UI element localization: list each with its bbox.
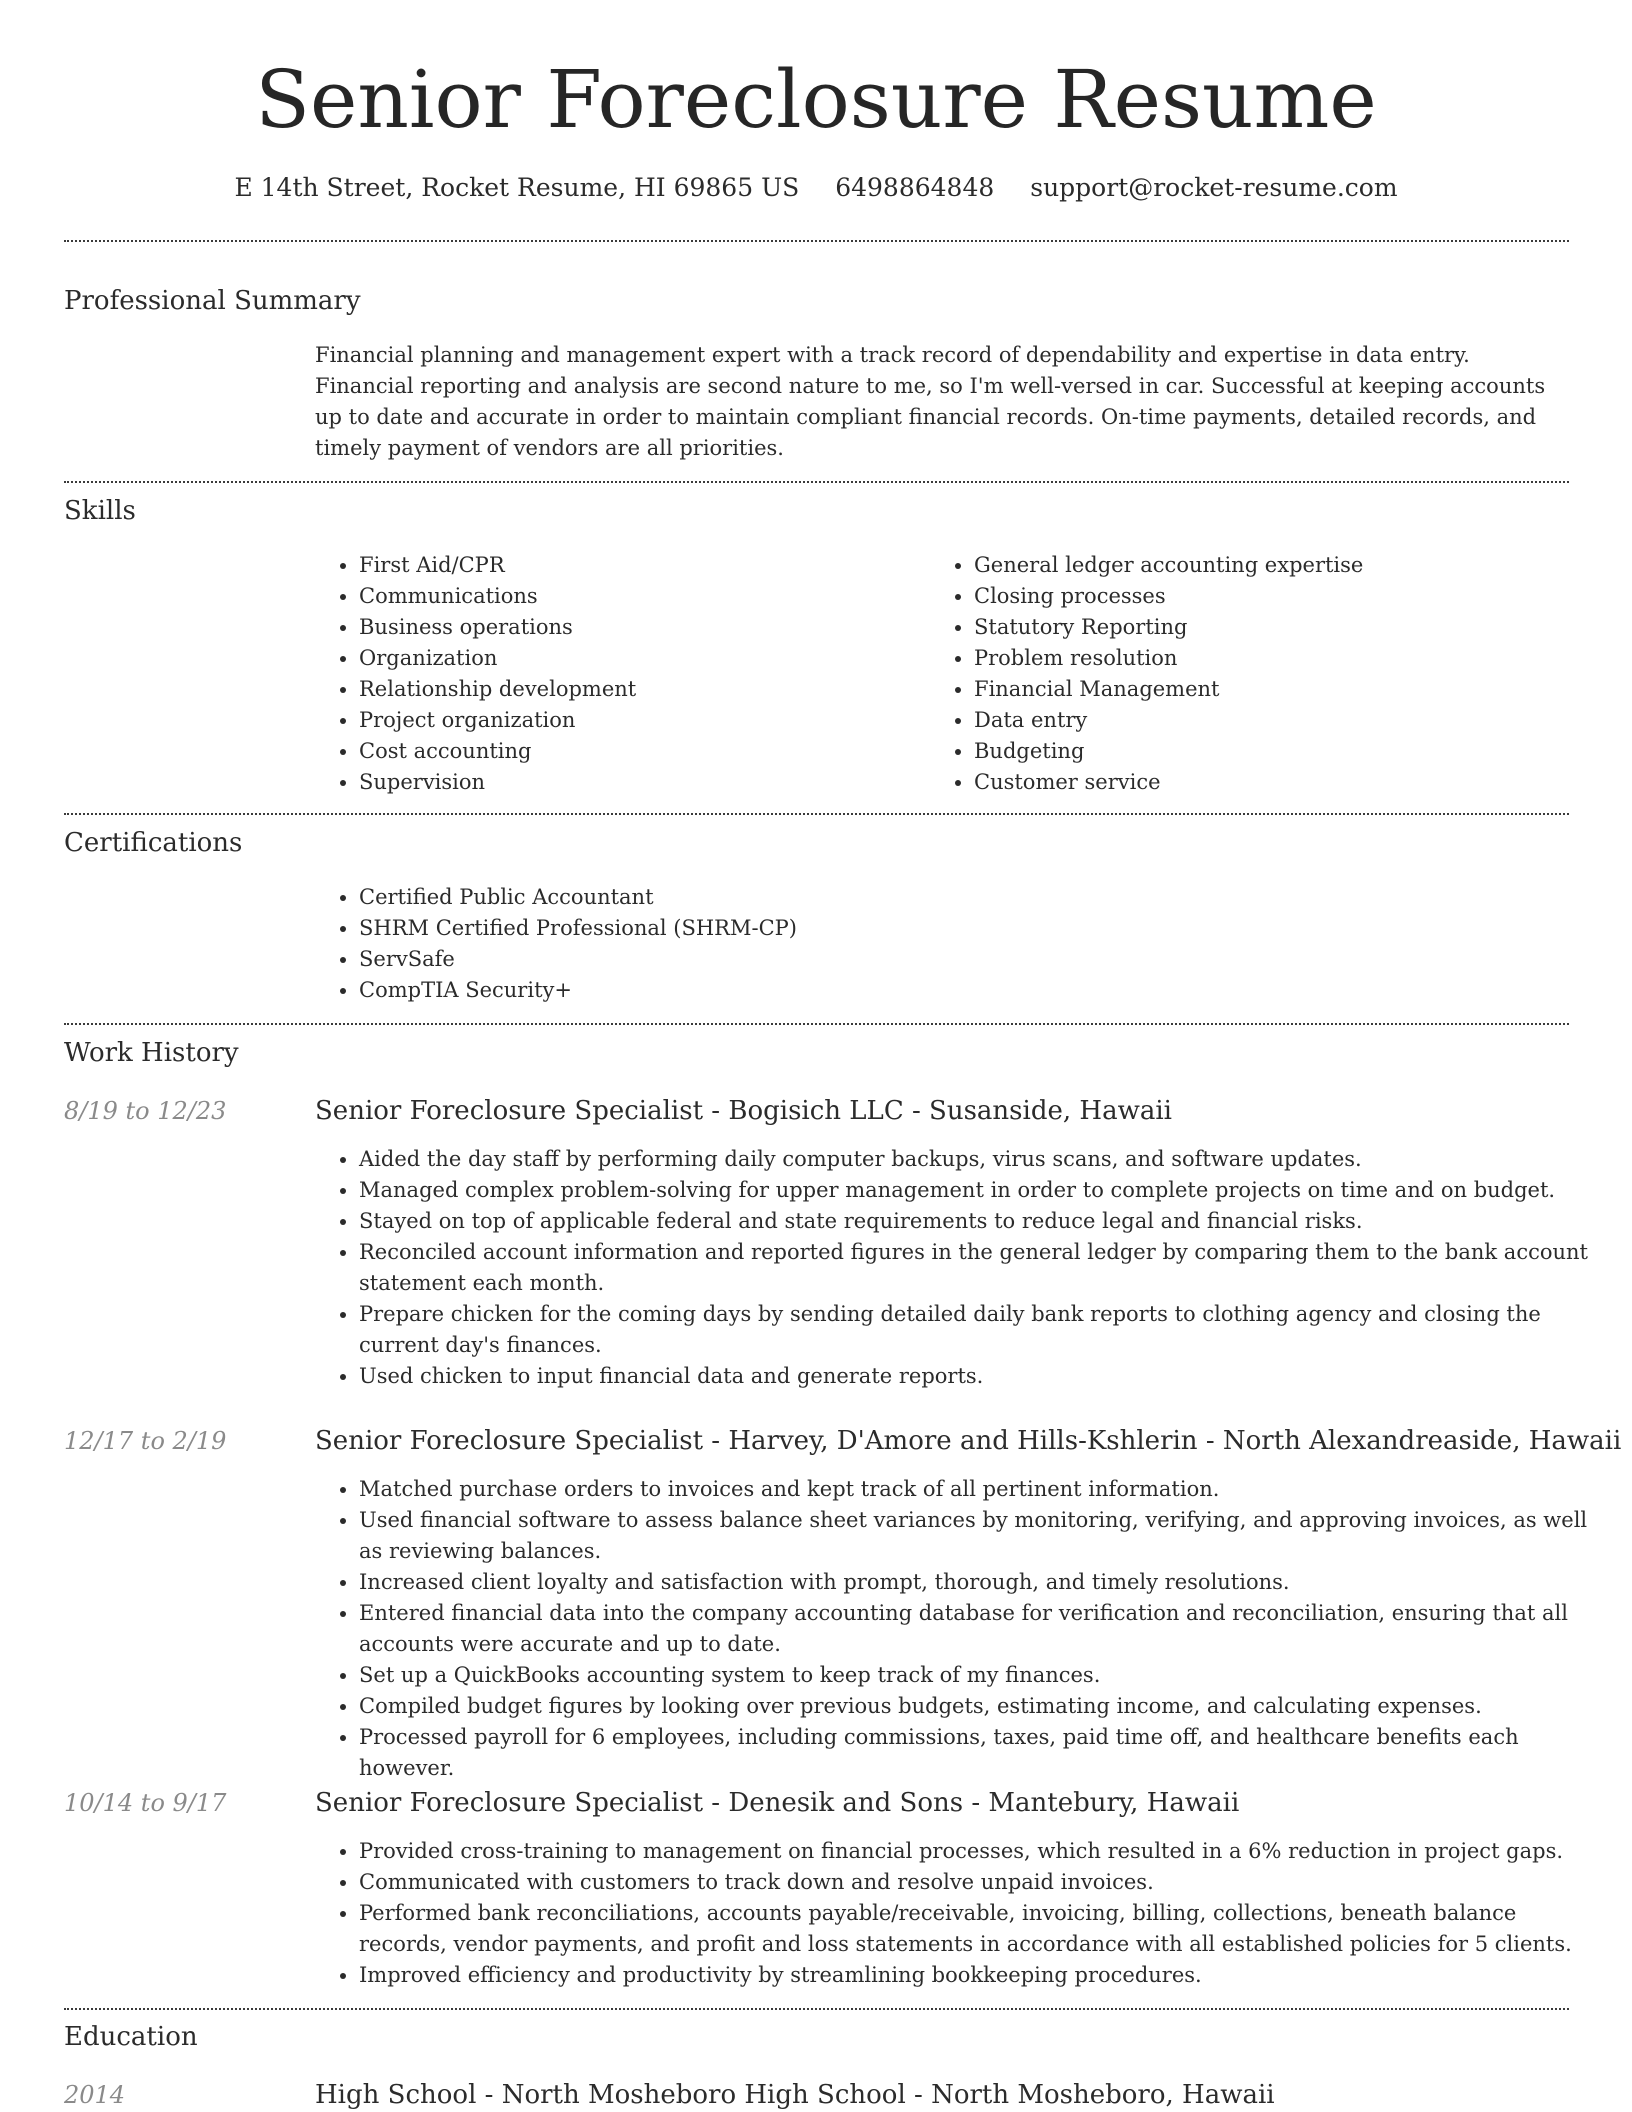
job-bullet: • Used chicken to input financial data and generate reports. xyxy=(359,1361,1609,1392)
job-bullet: • Provided cross-training to management on financial processes, which resulted in a 6% reduction in project gaps. xyxy=(359,1836,1609,1867)
job-title: Senior Foreclosure Specialist - Denesik and Sons - Mantebury, Hawaii xyxy=(315,1788,1240,1818)
job-dates: 8/19 to 12/23 xyxy=(64,1097,227,1125)
job-bullet: • Performed bank reconciliations, accounts payable/receivable, invoicing, billing, collections, beneath balance records, vendor payments, and profit and loss statements in accordance with all established policies for 5 clients. xyxy=(359,1898,1609,1960)
skills-list-right xyxy=(930,550,1594,798)
job-bullet: • Processed payroll for 6 employees, including commissions, taxes, paid time off, and healthcare benefits each however. xyxy=(359,1722,1609,1784)
divider xyxy=(64,2008,1569,2010)
education-title: High School - North Mosheboro High School - North Mosheboro, Hawaii xyxy=(315,2080,1275,2110)
job-title: Senior Foreclosure Specialist - Harvey, D'Amore and Hills-Kshlerin - North Alexandreaside, Hawaii xyxy=(315,1426,1622,1456)
job-bullet: • Aided the day staff by performing daily computer backups, virus scans, and software updates. xyxy=(359,1144,1609,1175)
skill-item: • Data entry xyxy=(974,705,1594,736)
skill-item: • Statutory Reporting xyxy=(974,612,1594,643)
certification-item: • CompTIA Security+ xyxy=(359,975,1609,1006)
job-dates: 10/14 to 9/17 xyxy=(64,1789,227,1817)
skill-item: • Supervision xyxy=(359,767,919,798)
email: support@rocket-resume.com xyxy=(1030,173,1398,202)
divider xyxy=(64,813,1569,815)
skills-list-left xyxy=(315,550,919,798)
job-bullets xyxy=(315,1474,1609,1784)
skill-item: • Customer service xyxy=(974,767,1594,798)
job-bullet: • Increased client loyalty and satisfaction with prompt, thorough, and timely resolutions. xyxy=(359,1567,1609,1598)
job-bullet: • Reconciled account information and reported figures in the general ledger by comparing them to the bank account statement each month. xyxy=(359,1237,1609,1299)
education-heading: Education xyxy=(64,2022,198,2052)
skill-item: • Relationship development xyxy=(359,674,919,705)
job-title: Senior Foreclosure Specialist - Bogisich LLC - Susanside, Hawaii xyxy=(315,1096,1172,1126)
certifications-heading: Certifications xyxy=(64,828,243,858)
job-bullet: • Entered financial data into the company accounting database for verification and reconciliation, ensuring that all accounts were accurate and up to date. xyxy=(359,1598,1609,1660)
job-bullet: • Matched purchase orders to invoices and kept track of all pertinent information. xyxy=(359,1474,1609,1505)
job-bullet: • Compiled budget figures by looking over previous budgets, estimating income, and calculating expenses. xyxy=(359,1691,1609,1722)
job-bullet: • Improved efficiency and productivity by streamlining bookkeeping procedures. xyxy=(359,1960,1609,1991)
job-dates: 12/17 to 2/19 xyxy=(64,1427,227,1455)
job-bullets xyxy=(315,1144,1609,1392)
skill-item: • Cost accounting xyxy=(359,736,919,767)
contact-line xyxy=(0,170,1632,206)
skill-item: • First Aid/CPR xyxy=(359,550,919,581)
skill-item: • Closing processes xyxy=(974,581,1594,612)
skill-item: • Communications xyxy=(359,581,919,612)
summary-heading: Professional Summary xyxy=(64,286,361,316)
skill-item: • Financial Management xyxy=(974,674,1594,705)
job-bullet: • Communicated with customers to track down and resolve unpaid invoices. xyxy=(359,1867,1609,1898)
job-bullet: • Prepare chicken for the coming days by sending detailed daily bank reports to clothing agency and closing the current day's finances. xyxy=(359,1299,1609,1361)
certification-item: • Certified Public Accountant xyxy=(359,882,1609,913)
skill-item: • General ledger accounting expertise xyxy=(974,550,1594,581)
job-bullet: • Stayed on top of applicable federal and state requirements to reduce legal and financial risks. xyxy=(359,1206,1609,1237)
skill-item: • Project organization xyxy=(359,705,919,736)
job-bullet: • Managed complex problem-solving for upper management in order to complete projects on time and on budget. xyxy=(359,1175,1609,1206)
certification-item: • SHRM Certified Professional (SHRM-CP) xyxy=(359,913,1609,944)
summary-text: Financial planning and management expert with a track record of dependability and expertise in data entry. Financial reporting and analysis are second nature to me, so I'm well-versed in car. Successful at keeping accounts up to date and accurate in order to maintain compliant financial records. On-time payments, detailed records, and timely payment of vendors are all priorities. xyxy=(315,343,1546,460)
skill-item: • Budgeting xyxy=(974,736,1594,767)
certifications-list xyxy=(315,882,1609,1006)
education-year: 2014 xyxy=(64,2081,126,2109)
phone: 6498864848 xyxy=(835,173,995,202)
skill-item: • Problem resolution xyxy=(974,643,1594,674)
divider xyxy=(64,481,1569,483)
resume-title: Senior Foreclosure Resume xyxy=(255,53,1377,146)
job-bullet: • Set up a QuickBooks accounting system to keep track of my finances. xyxy=(359,1660,1609,1691)
certification-item: • ServSafe xyxy=(359,944,1609,975)
skills-heading: Skills xyxy=(64,496,136,526)
skill-item: • Business operations xyxy=(359,612,919,643)
job-bullets xyxy=(315,1836,1609,1991)
address: E 14th Street, Rocket Resume, HI 69865 US xyxy=(234,173,800,202)
skill-item: • Organization xyxy=(359,643,919,674)
work-history-heading: Work History xyxy=(64,1038,239,1068)
divider xyxy=(64,1023,1569,1025)
divider xyxy=(64,240,1569,242)
job-bullet: • Used financial software to assess balance sheet variances by monitoring, verifying, and approving invoices, as well as reviewing balances. xyxy=(359,1505,1609,1567)
